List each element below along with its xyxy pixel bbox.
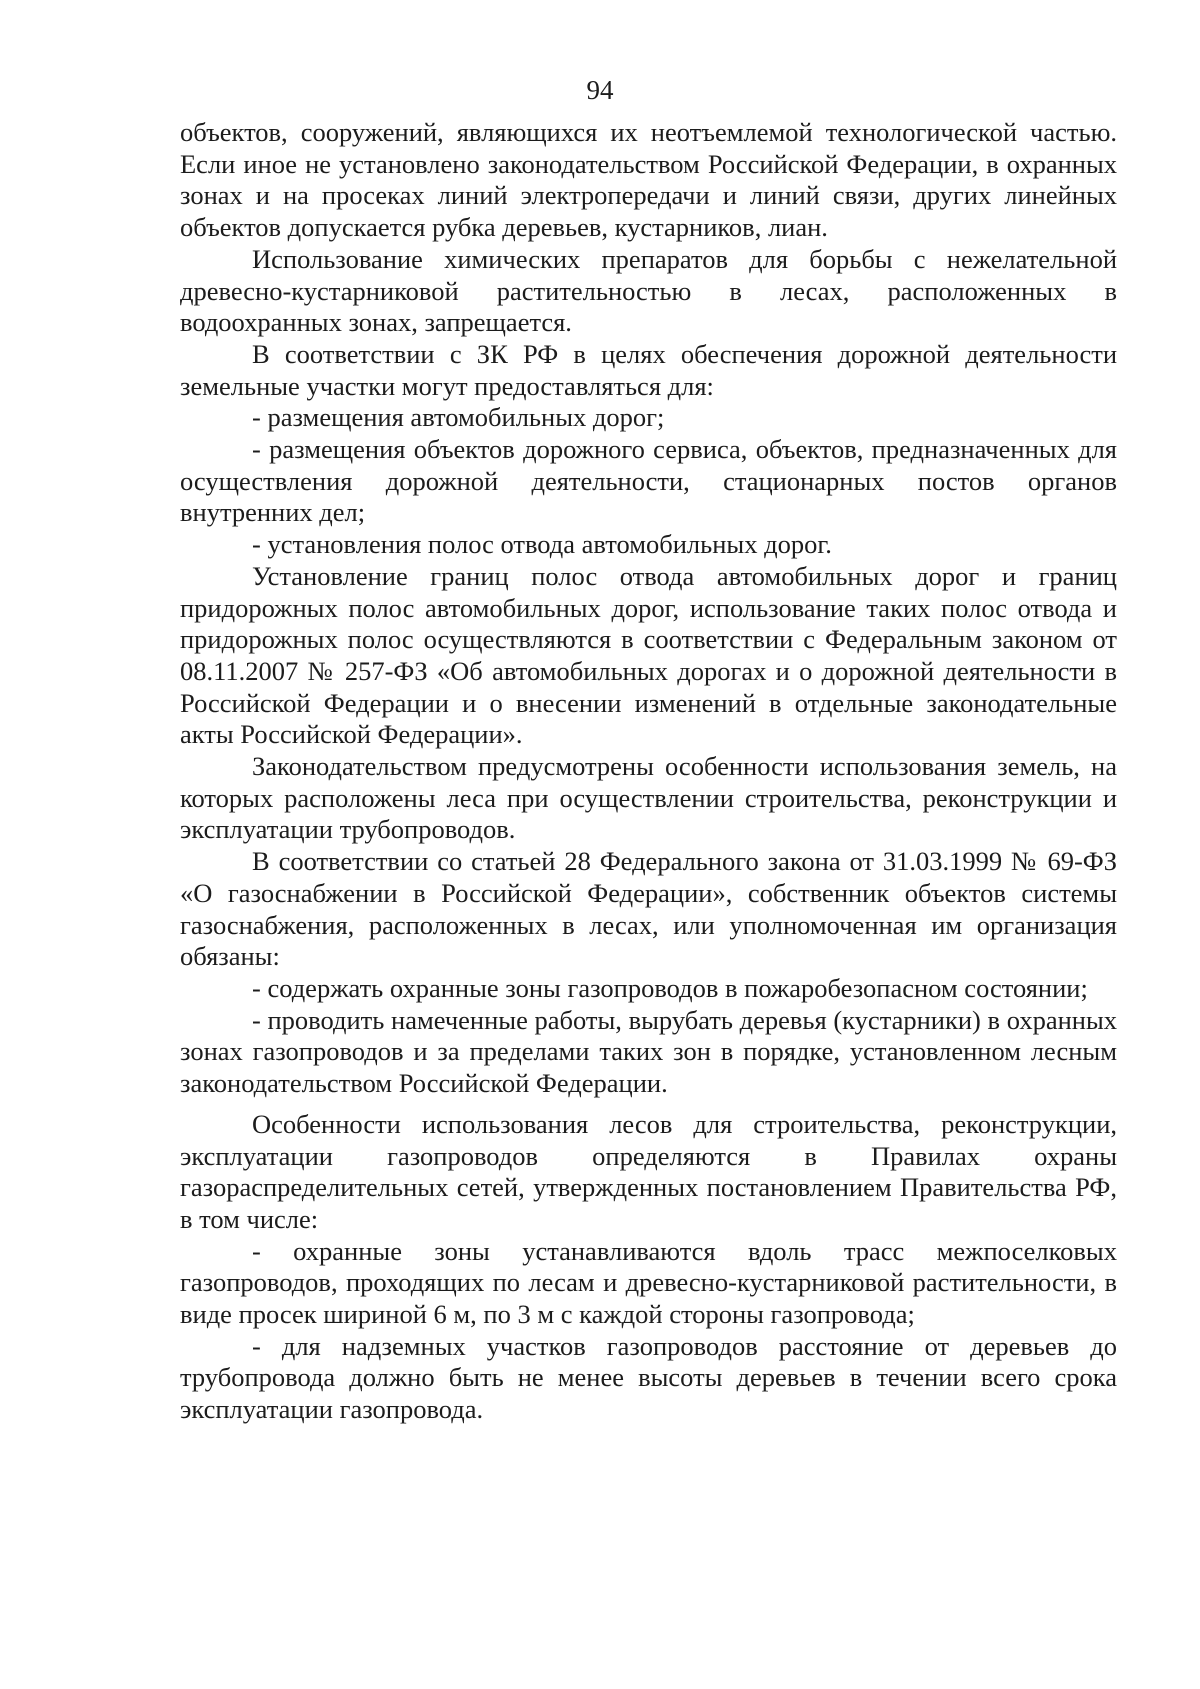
document-body	[180, 117, 1117, 1426]
paragraph-chemicals: Использование химических препаратов для борьбы с нежелательной древесно-кустарниковой растительностью в лесах, расположенных в водоохранных зонах, запрещается.	[180, 243, 1117, 338]
list-item-cutting: - проводить намеченные работы, вырубать деревья (кустарники) в охранных зонах газопроводов и за пределами таких зон в порядке, установленном лесным законодательством Российской Федерации.	[180, 1004, 1117, 1099]
paragraph-gas-law: В соответствии со статьей 28 Федерального закона от 31.03.1999 № 69-ФЗ «О газоснабжении в Российской Федерации», собственник объектов системы газоснабжения, расположенных в лесах, или уполномоченная им организация обязаны:	[180, 846, 1117, 972]
page-number: 94	[586, 75, 614, 105]
list-item-protection-zones: - охранные зоны устанавливаются вдоль трасс межпоселковых газопроводов, проходящих по лесам и древесно-кустарниковой растительности, в виде просек шириной 6 м, по 3 м с каждой стороны газопровода;	[180, 1235, 1117, 1330]
list-item-roads: - размещения автомобильных дорог;	[252, 402, 665, 433]
paragraph-boundaries: Установление границ полос отвода автомобильных дорог и границ придорожных полос автомобильных дорог, использование таких полос отвода и придорожных полос осуществляются в соответствии с Федеральным законом от 08.11.2007 № 257-ФЗ «Об автомобильных дорогах и о дорожной деятельности в Российской Федерации и о внесении изменений в отдельные законодательные акты Российской Федерации».	[180, 560, 1117, 750]
paragraph-rules: Особенности использования лесов для строительства, реконструкции, эксплуатации газопроводов определяются в Правилах охраны газораспределительных сетей, утвержденных постановлением Правительства РФ, в том числе:	[180, 1108, 1117, 1234]
paragraph-road-activity: В соответствии с ЗК РФ в целях обеспечения дорожной деятельности земельные участки могут предоставляться для:	[180, 338, 1117, 401]
list-item-above-ground: - для надземных участков газопроводов расстояние от деревьев до трубопровода должно быть не менее высоты деревьев в течении всего срока эксплуатации газопровода.	[180, 1330, 1117, 1425]
paragraph-continuation: объектов, сооружений, являющихся их неотъемлемой технологической частью. Если иное не установлено законодательством Российской Федерации, в охранных зонах и на просеках линий электропередачи и линий связи, других линейных объектов допускается рубка деревьев, кустарников, лиан.	[180, 117, 1117, 243]
paragraph-pipelines: Законодательством предусмотрены особенности использования земель, на которых расположены леса при осуществлении строительства, реконструкции и эксплуатации трубопроводов.	[180, 751, 1117, 845]
list-item-fire-safe: - содержать охранные зоны газопроводов в пожаробезопасном состоянии;	[252, 972, 1088, 1003]
list-item-road-service: - размещения объектов дорожного сервиса, объектов, предназначенных для осуществления дорожной деятельности, стационарных постов органов внутренних дел;	[180, 434, 1117, 528]
list-item-right-of-way: - установления полос отвода автомобильных дорог.	[252, 529, 832, 560]
